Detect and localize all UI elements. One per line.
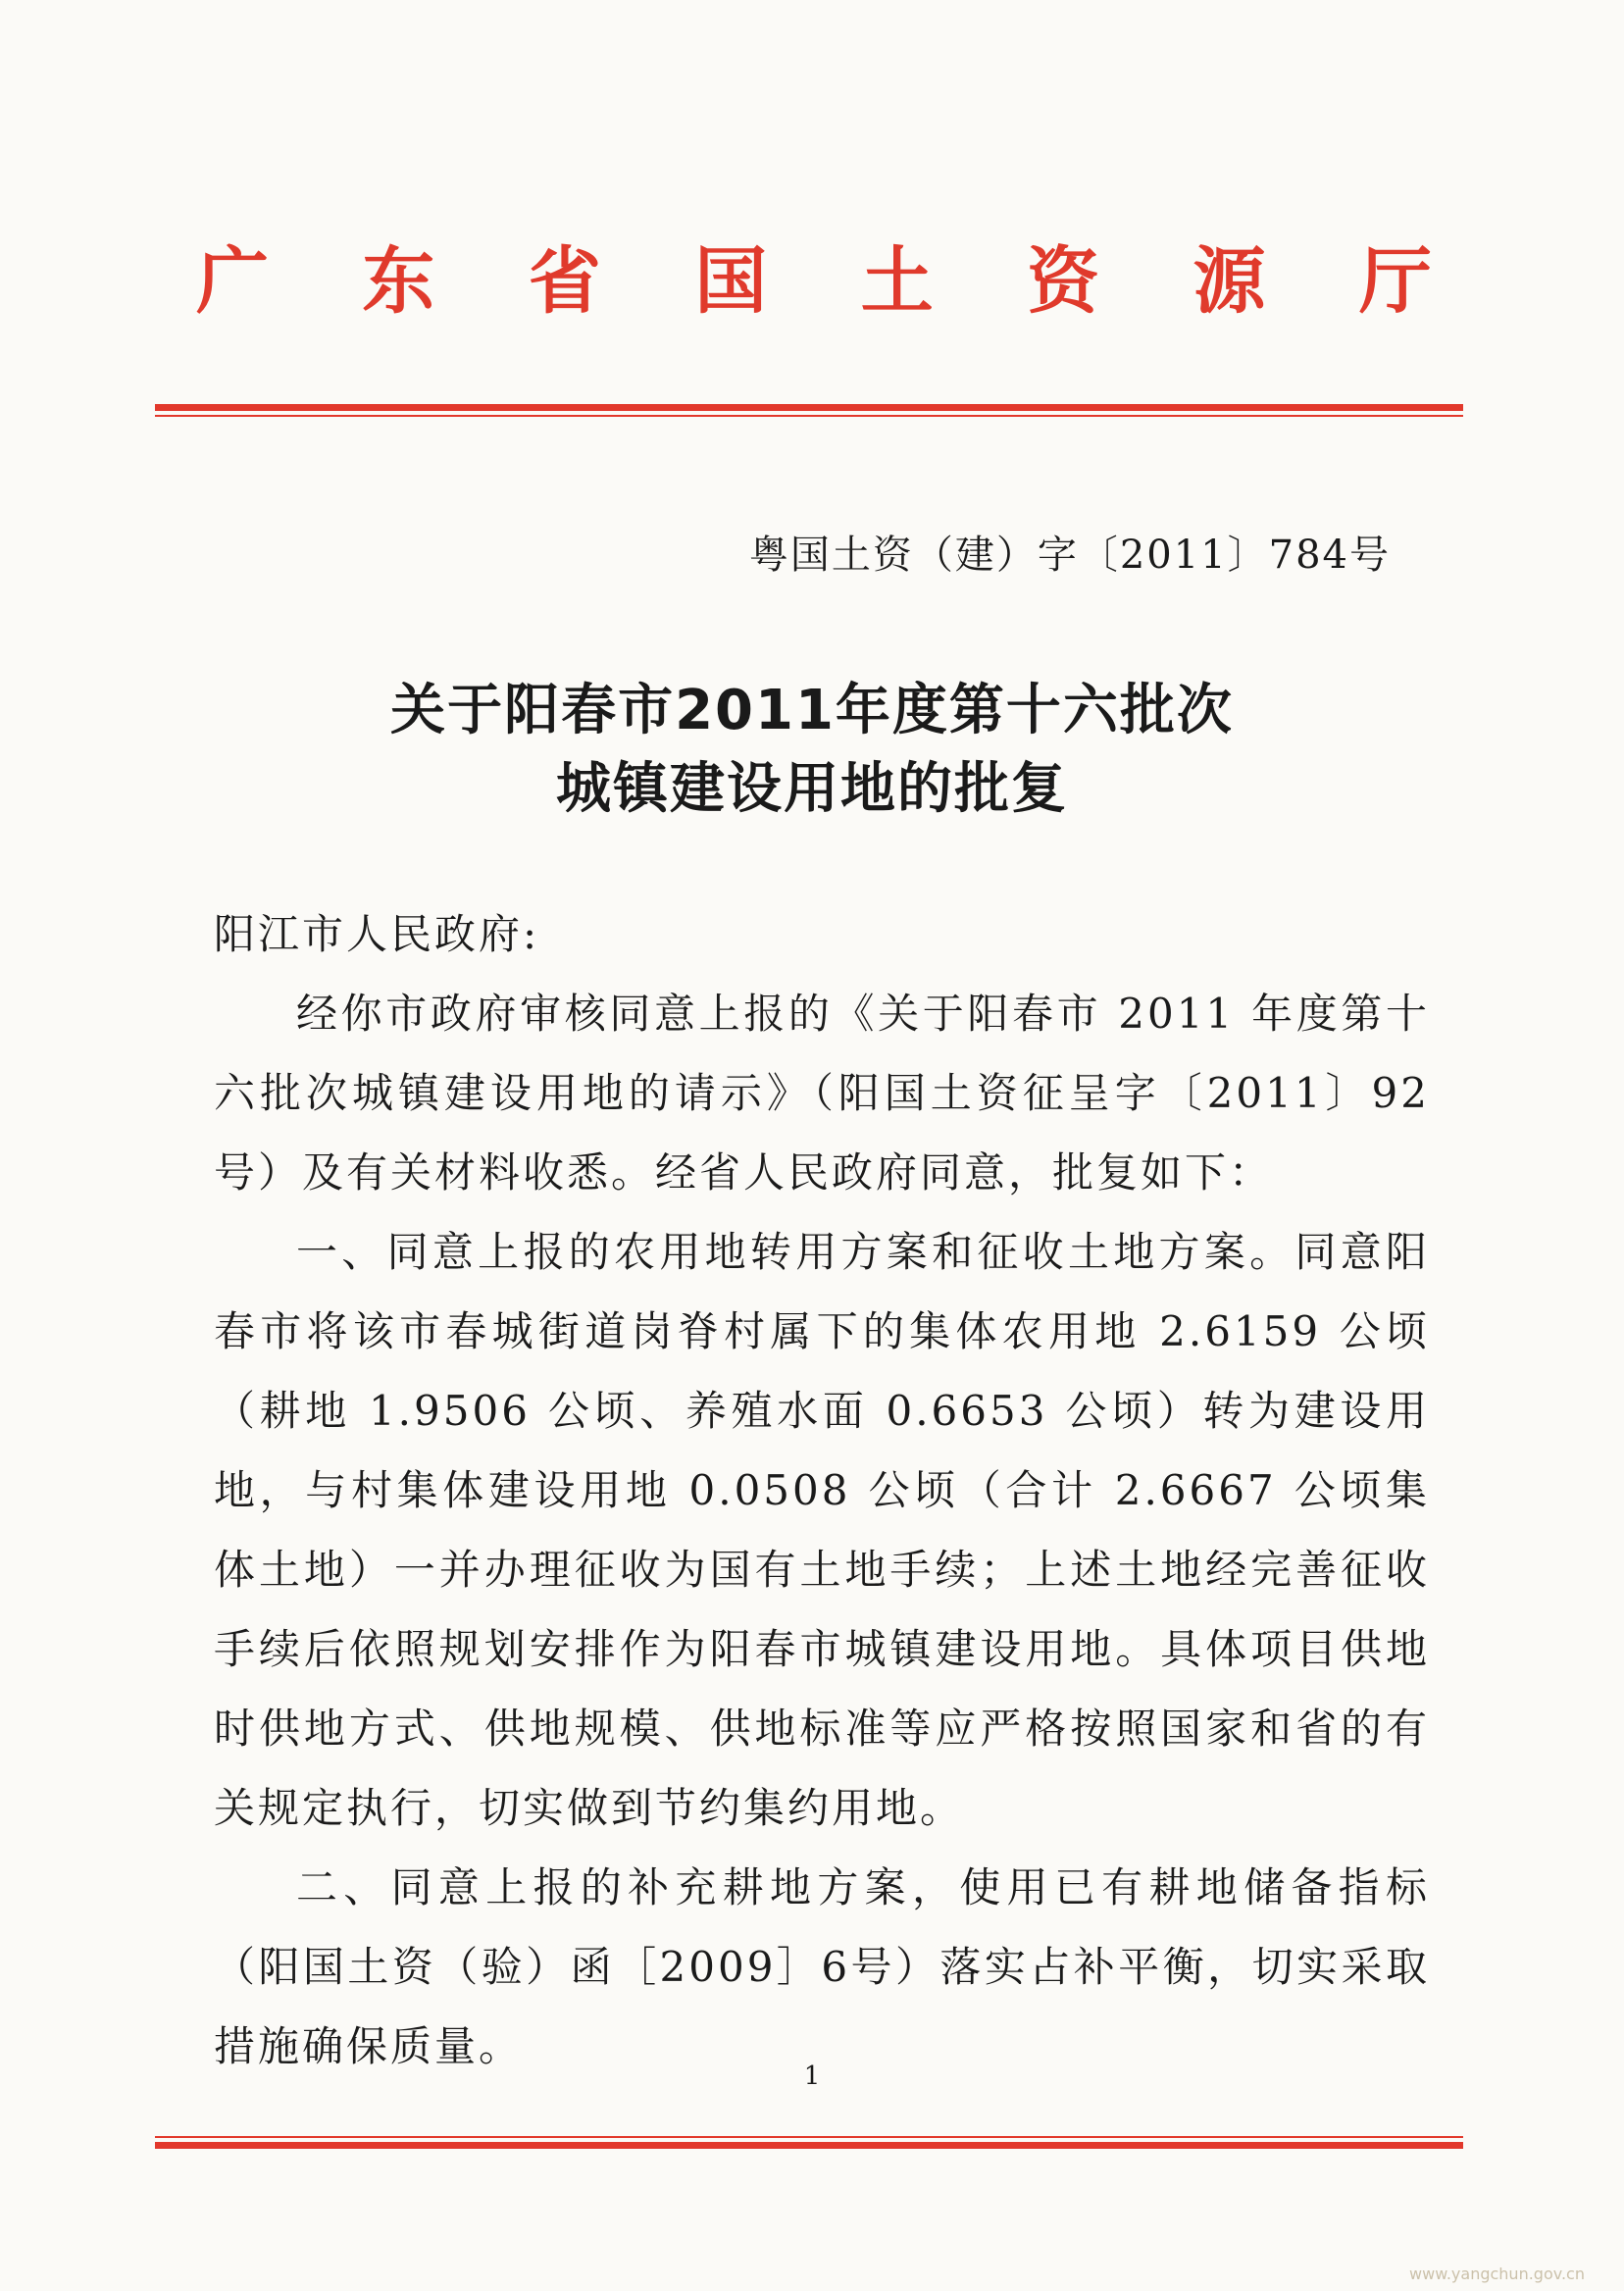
masthead-char: 资 bbox=[1027, 239, 1100, 324]
masthead-char: 广 bbox=[196, 239, 269, 324]
page-number: 1 bbox=[803, 2062, 821, 2091]
body-paragraphs bbox=[214, 974, 1430, 2086]
masthead-char: 土 bbox=[860, 239, 934, 324]
masthead bbox=[196, 239, 1432, 324]
paragraph-item-2: 二、同意上报的补充耕地方案，使用已有耕地储备指标（阳国土资（验）函［2009］6号）落实占补平衡，切实采取措施确保质量。 bbox=[214, 1863, 1430, 2070]
footer-red-rule bbox=[155, 2136, 1463, 2149]
paragraph-item-1: 一、同意上报的农用地转用方案和征收土地方案。同意阳春市将该市春城街道岗脊村属下的集体农用地 2.6159 公顷（耕地 1.9506 公顷、养殖水面 0.6653 公顷）转为建设用地，与村集体建设用地 0.0508 公顷（合计 2.6667 公顷集体土地）一并办理征收为国有土地手续；上述土地经完善征收手续后依照规划安排作为阳春市城镇建设用地。具体项目供地时供地方式、供地规模、供地标准等应严格按照国家和省的有关规定执行，切实做到节约集约用地。 bbox=[214, 1228, 1430, 1832]
masthead-char: 国 bbox=[694, 239, 768, 324]
masthead-char: 厅 bbox=[1358, 239, 1432, 324]
document-number: 粤国土资（建）字〔2011〕784号 bbox=[748, 533, 1391, 578]
document-title-line-1: 关于阳春市2011年度第十六批次 bbox=[390, 679, 1234, 742]
masthead-char: 东 bbox=[362, 239, 435, 324]
document-title-line-2: 城镇建设用地的批复 bbox=[556, 757, 1068, 821]
paragraph-intro: 经你市政府审核同意上报的《关于阳春市 2011 年度第十六批次城镇建设用地的请示》（阳国土资征呈字〔2011〕92号）及有关材料收悉。经省人民政府同意，批复如下： bbox=[214, 990, 1430, 1196]
masthead-char: 源 bbox=[1193, 239, 1266, 324]
header-red-rule bbox=[155, 404, 1463, 417]
masthead-char: 省 bbox=[528, 239, 601, 324]
site-watermark: www.yangchun.gov.cn bbox=[1409, 2265, 1585, 2283]
salutation: 阳江市人民政府: bbox=[214, 910, 540, 958]
